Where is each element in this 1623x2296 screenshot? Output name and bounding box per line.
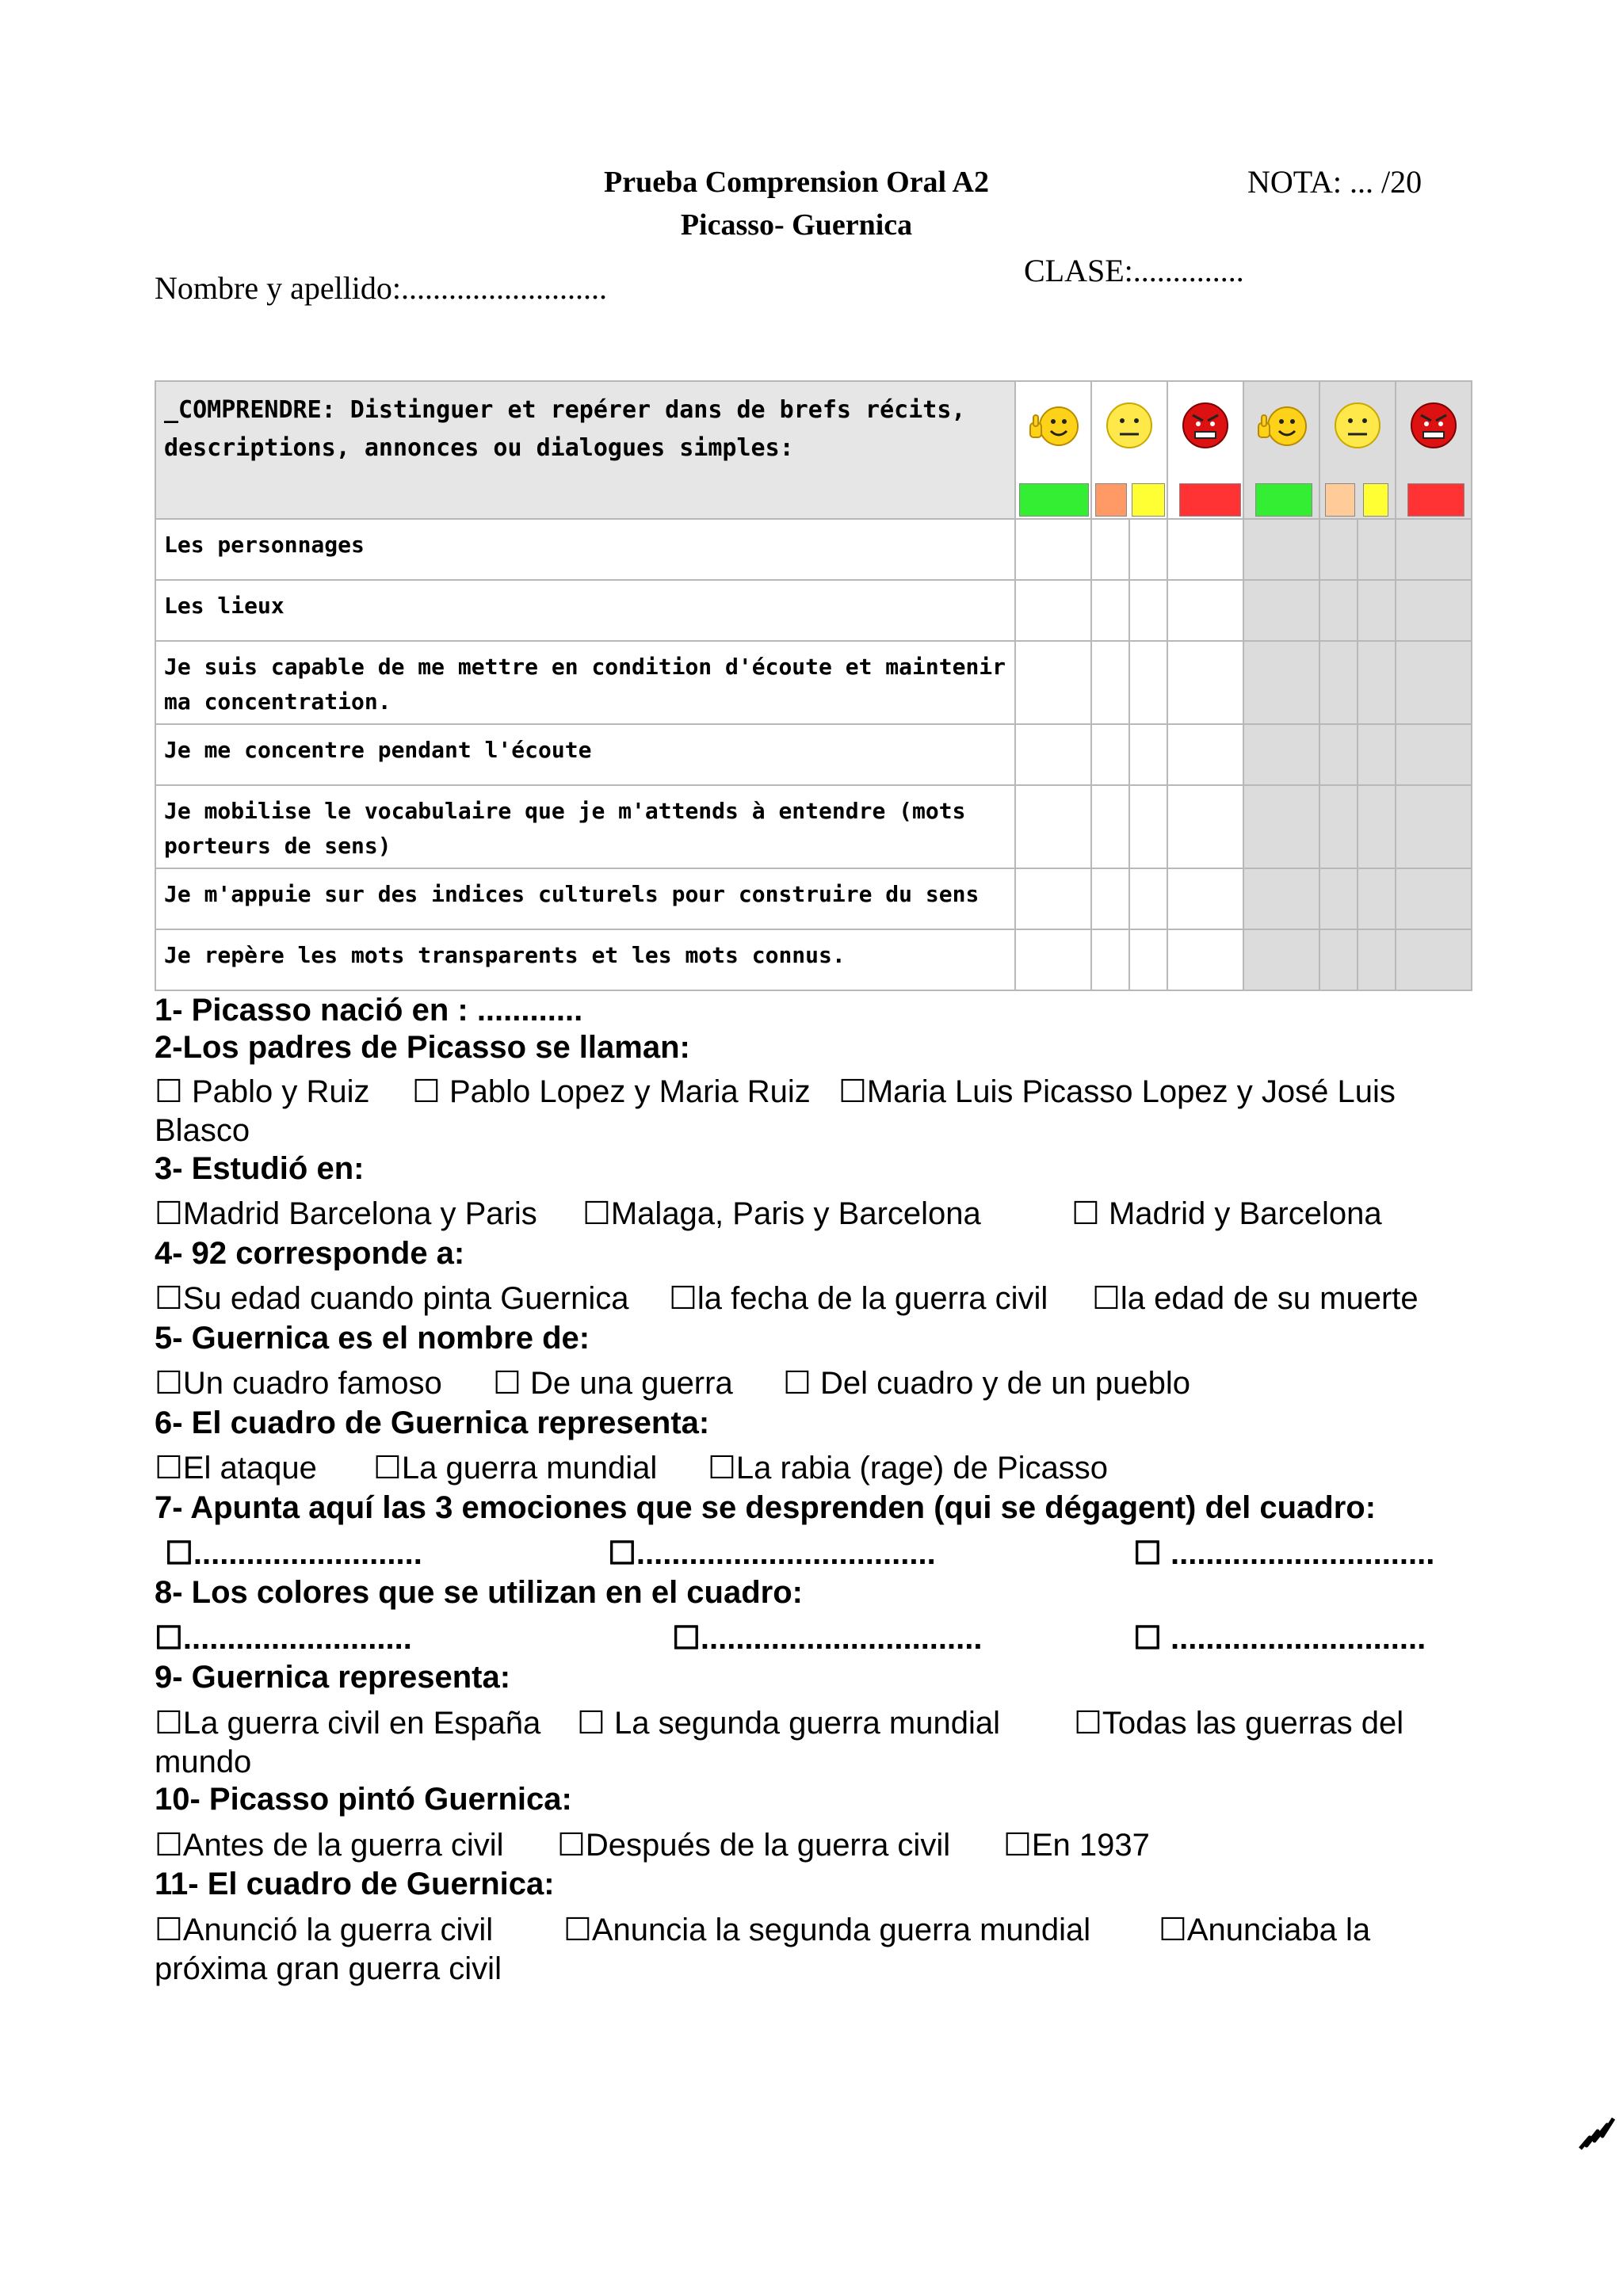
q5-option-b[interactable]: ☐ De una guerra — [493, 1366, 733, 1401]
yellow-swatch — [1363, 483, 1388, 517]
happy-thumbs-up-icon — [1255, 399, 1308, 452]
rating-cell[interactable] — [1358, 641, 1396, 724]
red-swatch — [1407, 483, 1465, 517]
q7-blank-1[interactable]: ☐.......................... — [165, 1536, 422, 1571]
table-row — [155, 580, 1472, 641]
angry-face-icon — [1407, 399, 1460, 452]
q9-option-a[interactable]: ☐La guerra civil en España — [155, 1706, 541, 1741]
rating-cell[interactable] — [1319, 580, 1358, 641]
rating-cell[interactable] — [1129, 724, 1167, 785]
q9-option-c[interactable]: ☐Todas las guerras del — [1074, 1706, 1404, 1741]
question-6: 6- El cuadro de Guernica representa: — [155, 1405, 710, 1440]
rating-cell[interactable] — [1015, 868, 1091, 929]
header-cell-happy-2 — [1243, 381, 1319, 519]
title-line-2: Picasso- Guernica — [680, 208, 913, 242]
question-3: 3- Estudió en: — [155, 1151, 365, 1186]
rating-cell[interactable] — [1319, 868, 1358, 929]
q4-option-a[interactable]: ☐Su edad cuando pinta Guernica — [155, 1281, 629, 1316]
green-swatch — [1255, 483, 1312, 517]
rating-cell[interactable] — [1167, 580, 1243, 641]
rating-cell[interactable] — [1396, 929, 1472, 990]
rating-cell[interactable] — [1243, 785, 1319, 868]
question-10: 10- Picasso pintó Guernica: — [155, 1782, 572, 1817]
q2-option-b[interactable]: ☐ Pablo Lopez y Maria Ruiz — [412, 1074, 811, 1109]
rating-cell[interactable] — [1015, 519, 1091, 580]
rating-cell[interactable] — [1396, 724, 1472, 785]
rating-cell[interactable] — [1358, 519, 1396, 580]
table-row — [155, 929, 1472, 990]
rating-cell[interactable] — [1167, 519, 1243, 580]
question-2: 2-Los padres de Picasso se llaman: — [155, 1030, 690, 1065]
rating-cell[interactable] — [1167, 785, 1243, 868]
q4-option-b[interactable]: ☐la fecha de la guerra civil — [669, 1281, 1048, 1316]
class-field: CLASE:.............. — [1024, 253, 1244, 288]
q10-option-c[interactable]: ☐En 1937 — [1003, 1828, 1150, 1863]
rating-cell[interactable] — [1129, 580, 1167, 641]
rating-cell[interactable] — [1091, 785, 1129, 868]
table-row — [155, 724, 1472, 785]
rating-cell[interactable] — [1243, 641, 1319, 724]
q9-option-b[interactable]: ☐ La segunda guerra mundial — [577, 1706, 1000, 1741]
happy-thumbs-up-icon — [1027, 399, 1079, 452]
q6-option-b[interactable]: ☐La guerra mundial — [373, 1451, 658, 1486]
rating-cell[interactable] — [1358, 724, 1396, 785]
header-cell-angry-1 — [1167, 381, 1243, 519]
rating-cell[interactable] — [1243, 724, 1319, 785]
rating-cell[interactable] — [1396, 580, 1472, 641]
rating-cell[interactable] — [1091, 580, 1129, 641]
rating-cell[interactable] — [1129, 929, 1167, 990]
rating-cell[interactable] — [1015, 580, 1091, 641]
q11-option-c-cont: próxima gran guerra civil — [155, 1951, 502, 1986]
name-field: Nombre y apellido:.......................... — [155, 270, 608, 306]
rating-cell[interactable] — [1091, 929, 1129, 990]
rating-cell[interactable] — [1319, 724, 1358, 785]
header-cell-neutral-1 — [1091, 381, 1167, 519]
question-8: 8- Los colores que se utilizan en el cuadro: — [155, 1575, 803, 1610]
rating-cell[interactable] — [1396, 519, 1472, 580]
rating-cell[interactable] — [1129, 519, 1167, 580]
rating-cell[interactable] — [1167, 868, 1243, 929]
question-9: 9- Guernica representa: — [155, 1660, 511, 1695]
q11-option-c[interactable]: ☐Anunciaba la — [1159, 1913, 1371, 1947]
q3-option-b[interactable]: ☐Malaga, Paris y Barcelona — [582, 1196, 981, 1231]
rating-cell[interactable] — [1319, 929, 1358, 990]
rating-cell[interactable] — [1243, 580, 1319, 641]
q6-option-c[interactable]: ☐La rabia (rage) de Picasso — [708, 1451, 1108, 1486]
rating-cell[interactable] — [1358, 785, 1396, 868]
q11-option-b[interactable]: ☐Anuncia la segunda guerra mundial — [563, 1913, 1091, 1947]
rating-cell[interactable] — [1243, 868, 1319, 929]
row-label: Les lieux — [155, 580, 1015, 641]
q5-option-c[interactable]: ☐ Del cuadro y de un pueblo — [783, 1366, 1190, 1401]
q2-option-a[interactable]: ☐ Pablo y Ruiz — [155, 1074, 370, 1109]
self-assessment-table — [155, 380, 1472, 991]
rating-cell[interactable] — [1015, 929, 1091, 990]
question-7: 7- Apunta aquí las 3 emociones que se desprenden (qui se dégagent) del cuadro: — [155, 1490, 1377, 1525]
rating-cell[interactable] — [1243, 519, 1319, 580]
rating-cell[interactable] — [1015, 785, 1091, 868]
question-11: 11- El cuadro de Guernica: — [155, 1867, 555, 1901]
q8-blank-3[interactable]: ☐ ............................. — [1133, 1621, 1426, 1656]
rating-cell[interactable] — [1091, 724, 1129, 785]
rating-cell[interactable] — [1396, 641, 1472, 724]
rating-cell[interactable] — [1319, 785, 1358, 868]
orange-swatch — [1325, 483, 1355, 517]
table-row — [155, 641, 1472, 724]
row-label: Je suis capable de me mettre en condition d'écoute et maintenir ma concentration. — [155, 641, 1015, 724]
rating-cell[interactable] — [1129, 868, 1167, 929]
q10-option-a[interactable]: ☐Antes de la guerra civil — [155, 1828, 504, 1863]
header-cell-angry-2 — [1396, 381, 1472, 519]
question-4: 4- 92 corresponde a: — [155, 1236, 465, 1271]
question-5: 5- Guernica es el nombre de: — [155, 1321, 590, 1356]
row-label: Je repère les mots transparents et les mots connus. — [155, 929, 1015, 990]
table-row — [155, 519, 1472, 580]
rating-cell[interactable] — [1358, 580, 1396, 641]
table-row — [155, 868, 1472, 929]
rating-cell[interactable] — [1015, 641, 1091, 724]
rating-cell[interactable] — [1129, 641, 1167, 724]
grade-field: NOTA: ... /20 — [1247, 164, 1423, 200]
rating-cell[interactable] — [1167, 929, 1243, 990]
rating-cell[interactable] — [1015, 724, 1091, 785]
q2-option-c[interactable]: ☐Maria Luis Picasso Lopez y José Luis — [838, 1074, 1396, 1109]
rating-cell[interactable] — [1091, 641, 1129, 724]
rating-cell[interactable] — [1319, 519, 1358, 580]
q5-option-a[interactable]: ☐Un cuadro famoso — [155, 1366, 442, 1401]
table-row — [155, 785, 1472, 868]
yellow-swatch — [1132, 483, 1165, 517]
q9-option-c-cont: mundo — [155, 1745, 252, 1779]
row-label: Je me concentre pendant l'écoute — [155, 724, 1015, 785]
neutral-face-icon — [1331, 399, 1384, 452]
scribble-mark-icon — [1579, 2114, 1615, 2152]
q11-option-a[interactable]: ☐Anunció la guerra civil — [155, 1913, 494, 1947]
header-cell-neutral-2 — [1319, 381, 1396, 519]
rating-cell[interactable] — [1319, 641, 1358, 724]
q10-option-b[interactable]: ☐Después de la guerra civil — [557, 1828, 951, 1863]
rating-cell[interactable] — [1167, 641, 1243, 724]
q8-blank-2[interactable]: ☐................................ — [672, 1621, 983, 1656]
red-swatch — [1179, 483, 1241, 517]
rating-cell[interactable] — [1243, 929, 1319, 990]
rating-cell[interactable] — [1091, 868, 1129, 929]
q3-option-a[interactable]: ☐Madrid Barcelona y Paris — [155, 1196, 537, 1231]
question-1: 1- Picasso nació en : ............ — [155, 993, 583, 1028]
angry-face-icon — [1179, 399, 1232, 452]
rating-cell[interactable] — [1129, 785, 1167, 868]
neutral-face-icon — [1103, 399, 1155, 452]
rating-cell[interactable] — [1358, 868, 1396, 929]
row-label: Je mobilise le vocabulaire que je m'attends à entendre (mots porteurs de sens) — [155, 785, 1015, 868]
orange-swatch — [1095, 483, 1127, 517]
title-line-1: Prueba Comprension Oral A2 — [604, 166, 989, 199]
rating-cell[interactable] — [1358, 929, 1396, 990]
green-swatch — [1019, 483, 1089, 517]
q7-blank-2[interactable]: ☐.................................. — [608, 1536, 936, 1571]
rating-cell[interactable] — [1396, 868, 1472, 929]
row-label: Je m'appuie sur des indices culturels pour construire du sens — [155, 868, 1015, 929]
rating-cell[interactable] — [1091, 519, 1129, 580]
rating-cell[interactable] — [1167, 724, 1243, 785]
q3-option-c[interactable]: ☐ Madrid y Barcelona — [1071, 1196, 1382, 1231]
q8-blank-1[interactable]: ☐.......................... — [155, 1621, 412, 1656]
q7-blank-3[interactable]: ☐ .............................. — [1133, 1536, 1435, 1571]
rating-cell[interactable] — [1396, 785, 1472, 868]
q4-option-c[interactable]: ☐la edad de su muerte — [1092, 1281, 1419, 1316]
header-cell-happy-1 — [1015, 381, 1091, 519]
table-header: _COMPRENDRE: Distinguer et repérer dans de brefs récits, descriptions, annonces ou dialogues simples: — [155, 381, 1015, 519]
row-label: Les personnages — [155, 519, 1015, 580]
q6-option-a[interactable]: ☐El ataque — [155, 1451, 317, 1486]
q2-option-c-cont: Blasco — [155, 1113, 250, 1148]
